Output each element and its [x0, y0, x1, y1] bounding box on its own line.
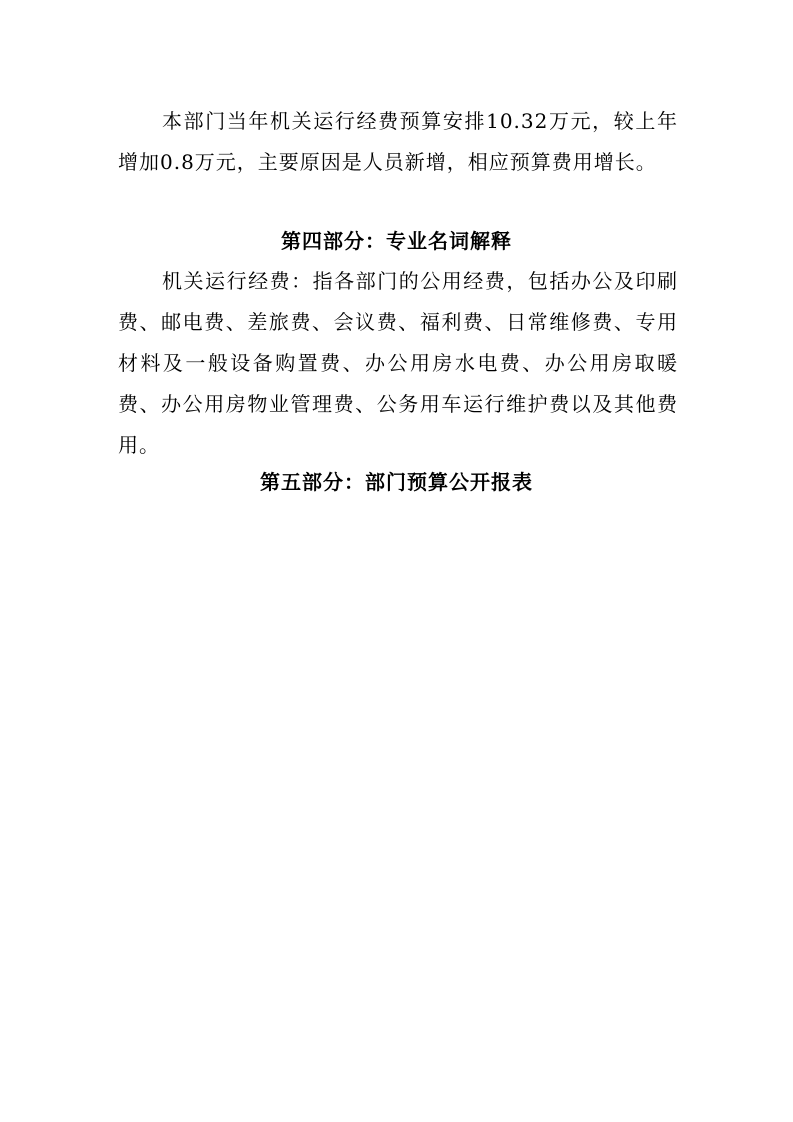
part4-heading: 第四部分：专业名词解释	[281, 229, 512, 253]
part5-heading: 第五部分：部门预算公开报表	[260, 470, 533, 494]
operating-expense-budget-paragraph: 本部门当年机关运行经费预算安排10.32万元，较上年增加0.8万元，主要原因是人员新增，相应预算费用增长。	[118, 109, 678, 174]
term-definition-paragraph: 机关运行经费：指各部门的公用经费，包括办公及印刷费、邮电费、差旅费、会议费、福利费、日常维修费、专用材料及一般设备购置费、办公用房水电费、办公用房取暖费、办公用房物业管理费、公务用车运行维护费以及其他费用。	[118, 269, 678, 457]
